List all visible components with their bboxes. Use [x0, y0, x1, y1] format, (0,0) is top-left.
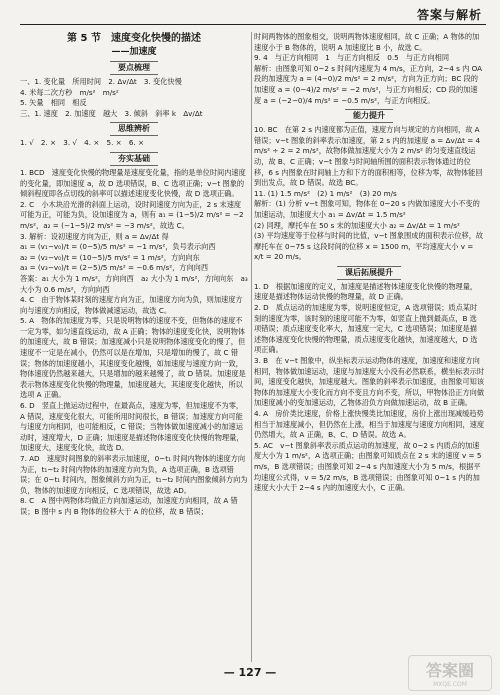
points-header: 要点梳理: [20, 61, 248, 75]
after-class-header: 课后拓展提升: [254, 266, 484, 280]
answer-item: 答案：a₁ 大小为 1 m/s²，方向向西 a₂ 大小为 1 m/s²，方向向东 a₃ 大小为 0.6 m/s²，方向向西: [20, 273, 248, 294]
point-line: 4. 米每二次方秒 m/s² m/s²: [20, 87, 119, 97]
column-divider: [251, 32, 252, 662]
section-title: 第 5 节 速度变化快慢的描述: [67, 33, 201, 44]
right-column: [254, 32, 484, 494]
answer-item: 5. AC v−t 图象斜率表示质点运动的加速度，故 0~2 s 内质点的加速度大小为 1 m/s²，A 选项正确；由图象可知质点在 2 s 末的速度 v = 5 m/s，B 选项错误；由图象可知 2~4 s 内加速度大小为 5 m/s，根据平均速度公式得，v = 5/2 m/s，B 选项错误；由图象可知 0~1 s 内的加速度大小大于 2~4 s 内的加速度大小，C 正确。: [254, 440, 482, 493]
answer-item: 1. D 根据加速度的定义，加速度是描述物体速度变化快慢的物理量，速度是描述物体运动快慢的物理量，故 D 正确。: [254, 281, 478, 302]
answer-item: (2) 同理，摩托车在 50 s 末的加速度大小 a₂ = Δv/Δt = 1 m/s²: [254, 220, 460, 230]
section-subtitle: ——加速度: [111, 47, 157, 57]
answer-item: 4. C 由于物体某时刻的速度方向为正，加速度方向为负，则加速度方向与速度方向相反，物体做减速运动，故选 C。: [20, 295, 243, 315]
answer-item: 6. D 竖直上抛运动过程中，在最高点，速度为零，但加速度不为零，A 错误，速度变化很大，可能所用时间很长，B 错误；加速度方向可能与速度方向相同，也可能相反，C 错误；当物体做加速度减小的加速运动时，速度增大，D 正确；加速度是描述物体速度变化快慢的物理量，加速度大，速度变化快，故选 D。: [20, 401, 244, 453]
thinking-header: 思维辨析: [20, 122, 248, 136]
answer-item: 8. C A 图中两物体均做正方向加速运动，加速度方向相同，故 A 错误；B 图中 s 内 B 物体的位移大于 A 的位移，故 B 错误；: [20, 496, 238, 516]
answer-item: 解析：由图象可知 0~2 s 时间内速度为 4 m/s，正方向，2~4 s 内 OA 段的加速度为 a = (4−0)/2 m/s² = 2 m/s²，方向为正方向；BC 段的加速度 a = (0−4)/2 m/s² = −2 m/s²，与正方向相反；CD 段的加速度 a = (−2−0)/4 m/s² = −0.5 m/s²，与正方向相反。: [254, 63, 483, 105]
ability-header: 能力提升: [254, 109, 484, 123]
answer-item: 解析：(1) 分析 v−t 图象可知，物体在 0~20 s 内做加速度大小不变的加速运动，加速度大小 a₁ = Δv/Δt = 1.5 m/s²: [254, 199, 480, 219]
answer-item: a₂ = (v₂−v₀)/t = (10−5)/5 m/s² = 1 m/s²，方向向东: [20, 252, 200, 262]
answer-item: 9. 4 与正方向相同 1 与正方向相反 0.5 与正方向相同: [254, 53, 450, 63]
page-number: — 127 —: [223, 666, 277, 679]
answer-item: 1. BCD 速度变化快慢的物理量是速度变化量，指的是单位时间内速度的变化量，即加速度 a，故 D 选项错误，B、C 选项正确；v−t 图象的倾斜程度即各点切线的斜率可以描述速度变化快慢，故 D 选项正确。: [20, 167, 246, 199]
answer-item: 4. A 房价类比速度，价格上涨快慢类比加速度，房价上涨出现减缓趋势相当于加速度减小，但仍然在上涨，相当于加速度与速度方向相同，速度仍然增大，故 A 正确，B、C、D 错误。故选 A。: [254, 409, 485, 440]
watermark-url: MXQE.COM: [433, 681, 467, 688]
header-title: 答案与解析: [416, 8, 482, 22]
answer-item: 5. A 物体的加速度为零，只是说明物体的速度不变，但物体的速度不一定为零，如匀速直线运动，故 A 正确；物体的速度变化快，说明物体的加速度大，故 B 错误；加速度减小只是说明物体速度变化的慢了，但速度不一定是在减小，仍然可以是在增加，只是增加的慢了，故 C 错误；物体的加速度越小，其速度变化越慢，如加速度与速度方向一致，物体速度仍然越来越大，只是增加的越来越慢了，故 D 错误。加速度是表示物体速度变化快慢的物理量，加速度越大，其速度变化越快，所以选项 A 正确。: [20, 316, 246, 400]
watermark-logo: [408, 655, 492, 691]
point-line: 一、1. 变化量 所用时间 2. Δv/Δt 3. 变化快慢: [20, 77, 182, 86]
answer-item: 11. (1) 1.5 m/s² (2) 1 m/s² (3) 20 m/s: [254, 188, 397, 198]
answer-item: (3) 平均速度等于位移与时间的比值，v−t 图象围成的面积表示位移，故摩托车在 0~75 s 这段时间的位移 x = 1500 m，平均速度大小 v = x/t = 20 m/s。: [254, 231, 484, 262]
watermark-text: 答案圈: [425, 661, 474, 680]
answer-item: 3. B 在 v−t 图象中，纵坐标表示运动物体的速度，加速度和速度方向相同，物体做加速运动，速度与加速度大小没有必然联系，横坐标表示时间，速度变化越快，加速度越大。图象的斜率表示加速度，由图象可知该物体的加速度大小变化而方向不变且方向不变，所以，甲物体沿正方向做加速度减小的变加速运动，乙物体沿负方向做加速运动，故 B 正确。: [254, 356, 485, 408]
left-column: [20, 32, 248, 518]
page-header: [0, 0, 500, 26]
answer-item: a₁ = (v₁−v₀)/t = (0−5)/5 m/s² = −1 m/s²，负号表示向西: [20, 242, 216, 252]
answer-item: a₃ = (v₃−v₀)/t = (2−5)/5 m/s² = −0.6 m/s²，方向向西: [20, 263, 209, 273]
basic-header: 夯实基础: [20, 152, 248, 166]
header-rule: [20, 24, 486, 25]
answer-item: 时间两物体的图象相交，说明两物体速度相同，故 C 正确；A 物体的加速度小于 B 物体的，说明 A 加速度比 B 小，故选 C。: [254, 32, 480, 52]
answer-item: 3. 解析：设初速度方向为正，则 a = Δv/Δt 得: [20, 231, 169, 241]
answer-item: 10. BC 在第 2 s 内速度都为正值，速度方向与规定的方向相同，故 A 错误；v−t 图象的斜率表示加速度，第 2 s 内的加速度 a = Δv/Δt = 4 m/s² ÷ 2 = 2 m/s²，故物体做加速度大小为 2 m/s² 的匀变速直线运动，故 B、C 正确；v−t 图象与时间轴所围的面积表示物体通过的位移，6 s 内图象在时间轴上方和下方的面积相等，位移为零，故物体能回到出发点，故 D 错误。故选 BC。: [254, 125, 483, 188]
answer-item: 7. AD 速度时间图象的斜率表示加速度，0~t₁ 时间内物体的速度方向为正，t₁~t₂ 时间内物体的加速度方向为负，A 选项正确，B 选项错误；在 0~t₁ 时间内，图象倾斜方向为正，t₁~t₂ 时间内图象倾斜方向为负，物体的加速度方向相反，C 选项错误，故选 AD。: [20, 454, 248, 495]
answer-item: 2. C 小木块沿光滑的斜面上运动，设时间速度方向为正，2 s 末速度可能为正，可能为负，设加速度为 a，则有 a₁ = (1−5)/2 m/s² = −2 m/s²，a₂ = (−1−5)/2 m/s² = −3 m/s²，故选 C。: [20, 199, 244, 230]
point-line: 5. 矢量 相同 相反: [20, 98, 87, 108]
thinking-answers: 1. √ 2. × 3. √ 4. × 5. × 6. ×: [20, 138, 145, 148]
point-line: 三、1. 速度 2. 加速度 越大 3. 倾斜 斜率 k Δv/Δt: [20, 108, 203, 118]
answer-item: 2. D 质点运动的加速度为零，说明速度恒定，A 选项错误；质点某时刻的速度为零，该时刻的速度可能不为零，如竖直上抛到最高点，B 选项错误；质点速度变化率大，加速度一定大，C 选项错误；加速度是描述物体速度变化快慢的物理量，质点速度变化越快，加速度越大，D 选项正确。: [254, 303, 478, 355]
